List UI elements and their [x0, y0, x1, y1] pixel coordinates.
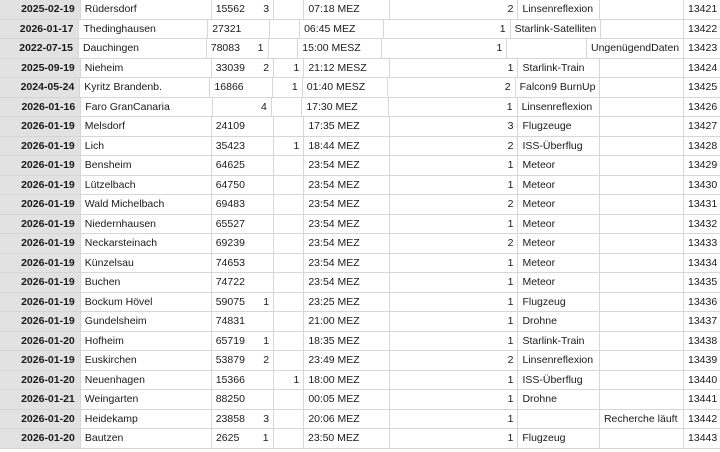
time-cell[interactable]: 23:54 MEZ [304, 156, 390, 175]
postal-code-cell[interactable]: 24109 [215, 120, 245, 132]
id-cell[interactable]: 13440 [688, 373, 718, 386]
note-cell[interactable] [600, 293, 684, 312]
date-cell[interactable]: 2026-01-19 [0, 156, 81, 175]
kind-cell[interactable]: Starlink-Train [518, 332, 599, 351]
time-cell[interactable]: 23:25 MEZ [304, 293, 390, 312]
id-cell[interactable]: 13433 [688, 237, 718, 249]
count-b-cell[interactable] [274, 273, 304, 292]
count-cell[interactable]: 1 [390, 156, 518, 175]
place-cell[interactable]: Heidekamp [81, 410, 212, 429]
id-cell[interactable]: 13437 [688, 315, 718, 327]
id-cell[interactable]: 13434 [688, 256, 718, 269]
time-cell[interactable]: 17:35 MEZ [304, 117, 390, 136]
kind-cell[interactable]: Meteor [518, 215, 599, 234]
time-cell[interactable]: 23:54 MEZ [304, 234, 390, 253]
note-cell[interactable] [600, 351, 684, 370]
postal-code-cell[interactable]: 74653 [215, 256, 245, 269]
table-row[interactable] [0, 39, 720, 59]
count-cell[interactable]: 2 [388, 78, 516, 97]
time-cell[interactable]: 20:06 MEZ [304, 410, 390, 429]
date-cell[interactable]: 2026-01-19 [0, 195, 81, 214]
count-a-cell[interactable] [244, 137, 274, 156]
count-b-cell[interactable] [274, 156, 304, 175]
table-row[interactable] [0, 117, 720, 137]
postal-code-cell[interactable]: 74831 [215, 315, 245, 327]
count-a-cell[interactable] [244, 234, 274, 253]
id-cell[interactable]: 13429 [688, 159, 718, 171]
postal-code-cell[interactable]: 64625 [215, 159, 245, 171]
count-a-cell[interactable]: 1 [244, 332, 274, 351]
place-cell[interactable]: Melsdorf [81, 117, 212, 136]
count-a-cell[interactable]: 1 [243, 429, 273, 448]
note-cell[interactable] [600, 234, 684, 253]
kind-cell[interactable]: Falcon9 BurnUp [516, 78, 601, 97]
id-cell[interactable]: 13435 [688, 276, 718, 288]
note-cell[interactable]: Recherche läuft [600, 410, 684, 429]
place-cell[interactable]: Neuenhagen [81, 371, 212, 390]
id-cell[interactable]: 13421 [688, 3, 718, 15]
date-cell[interactable]: 2022-07-15 [0, 39, 79, 58]
date-cell[interactable]: 2026-01-19 [0, 312, 81, 331]
date-cell[interactable]: 2026-01-17 [0, 20, 79, 39]
count-b-cell[interactable] [274, 234, 304, 253]
count-b-cell[interactable] [270, 20, 300, 39]
table-row[interactable] [0, 0, 720, 20]
count-cell[interactable]: 1 [390, 312, 518, 331]
count-b-cell[interactable] [274, 410, 304, 429]
count-a-cell[interactable] [244, 312, 274, 331]
place-cell[interactable]: Gundelsheim [81, 312, 212, 331]
kind-cell[interactable]: Meteor [518, 254, 599, 273]
table-row[interactable] [0, 410, 720, 430]
postal-code-cell[interactable]: 27321 [212, 22, 242, 35]
note-cell[interactable] [600, 332, 684, 351]
time-cell[interactable]: 21:00 MEZ [304, 312, 390, 331]
place-cell[interactable]: Nieheim [81, 59, 212, 78]
time-cell[interactable]: 06:45 MEZ [300, 20, 384, 39]
note-cell[interactable] [600, 273, 684, 292]
postal-code-cell[interactable]: 65719 [215, 334, 245, 347]
count-b-cell[interactable] [274, 0, 304, 19]
count-cell[interactable]: 1 [390, 390, 518, 409]
count-cell[interactable]: 2 [390, 234, 518, 253]
date-cell[interactable]: 2025-09-19 [0, 59, 81, 78]
postal-code-cell[interactable]: 64750 [215, 178, 245, 191]
note-cell[interactable] [600, 195, 684, 214]
kind-cell[interactable]: Meteor [518, 156, 599, 175]
id-cell[interactable]: 13423 [687, 42, 718, 54]
time-cell[interactable]: 23:54 MEZ [304, 273, 390, 292]
kind-cell[interactable]: Meteor [518, 176, 599, 195]
count-b-cell[interactable] [269, 39, 299, 58]
place-cell[interactable]: Euskirchen [81, 351, 212, 370]
count-b-cell[interactable] [274, 429, 304, 448]
count-cell[interactable]: 1 [390, 429, 519, 448]
kind-cell[interactable]: Drohne [518, 312, 599, 331]
count-b-cell[interactable] [274, 254, 304, 273]
date-cell[interactable]: 2026-01-19 [0, 273, 81, 292]
kind-cell[interactable]: Linsenreflexion [518, 0, 599, 19]
kind-cell[interactable]: Flugzeug [518, 429, 600, 448]
date-cell[interactable]: 2026-01-20 [0, 332, 81, 351]
count-cell[interactable]: 1 [384, 20, 510, 39]
kind-cell[interactable] [507, 39, 587, 58]
place-cell[interactable]: Hofheim [81, 332, 212, 351]
kind-cell[interactable]: Linsenreflexion [518, 351, 599, 370]
kind-cell[interactable]: Drohne [518, 390, 599, 409]
count-a-cell[interactable]: 3 [244, 410, 274, 429]
count-cell[interactable]: 2 [390, 0, 518, 19]
postal-code-cell[interactable]: 69483 [215, 198, 245, 210]
postal-code-cell[interactable]: 59075 [215, 295, 245, 308]
id-cell[interactable]: 13438 [688, 334, 718, 347]
time-cell[interactable]: 18:35 MEZ [304, 332, 390, 351]
kind-cell[interactable]: Meteor [518, 273, 599, 292]
id-cell[interactable]: 13430 [688, 178, 718, 191]
postal-code-cell[interactable]: 53879 [215, 354, 245, 366]
count-b-cell[interactable] [274, 117, 304, 136]
note-cell[interactable] [600, 176, 684, 195]
count-cell[interactable]: 1 [390, 215, 518, 234]
table-row[interactable] [0, 195, 720, 215]
note-cell[interactable] [600, 98, 684, 117]
note-cell[interactable] [600, 117, 684, 136]
place-cell[interactable]: Kyritz Brandenb. [80, 78, 210, 97]
place-cell[interactable]: Thedinghausen [79, 20, 208, 39]
postal-code-cell[interactable]: 74722 [215, 276, 245, 288]
note-cell[interactable] [600, 371, 684, 390]
place-cell[interactable]: Bensheim [81, 156, 212, 175]
count-a-cell[interactable] [244, 117, 274, 136]
id-cell[interactable]: 13439 [688, 354, 718, 366]
note-cell[interactable] [600, 59, 684, 78]
count-a-cell[interactable] [244, 371, 274, 390]
count-cell[interactable]: 2 [390, 137, 518, 156]
postal-code-cell[interactable]: 69239 [215, 237, 245, 249]
place-cell[interactable]: Wald Michelbach [81, 195, 212, 214]
kind-cell[interactable]: Starlink-Satelliten [511, 20, 602, 39]
place-cell[interactable]: Faro GranCanaria [81, 98, 213, 117]
count-a-cell[interactable] [240, 20, 270, 39]
kind-cell[interactable]: Meteor [518, 234, 599, 253]
place-cell[interactable]: Bockum Hövel [81, 293, 212, 312]
postal-code-cell[interactable]: 65527 [215, 217, 245, 230]
note-cell[interactable] [600, 156, 684, 175]
table-row[interactable] [0, 273, 720, 293]
time-cell[interactable]: 18:00 MEZ [304, 371, 390, 390]
note-cell[interactable] [600, 254, 684, 273]
date-cell[interactable]: 2026-01-19 [0, 176, 81, 195]
count-a-cell[interactable]: 4 [241, 98, 271, 117]
count-b-cell[interactable] [274, 351, 304, 370]
table-row[interactable] [0, 20, 720, 40]
date-cell[interactable]: 2026-01-19 [0, 351, 81, 370]
id-cell[interactable]: 13442 [688, 412, 718, 425]
kind-cell[interactable]: Linsenreflexion [518, 98, 600, 117]
kind-cell[interactable]: Meteor [518, 195, 599, 214]
count-cell[interactable]: 1 [390, 176, 518, 195]
count-cell[interactable]: 1 [390, 254, 518, 273]
note-cell[interactable] [600, 0, 684, 19]
count-a-cell[interactable] [244, 156, 274, 175]
table-row[interactable] [0, 176, 720, 196]
date-cell[interactable]: 2026-01-20 [0, 429, 81, 448]
count-a-cell[interactable] [244, 215, 274, 234]
count-a-cell[interactable]: 1 [244, 293, 274, 312]
postal-code-cell[interactable]: 15562 [215, 3, 245, 15]
table-row[interactable] [0, 332, 720, 352]
id-cell[interactable]: 13427 [688, 120, 718, 132]
count-a-cell[interactable]: 2 [244, 351, 274, 370]
count-b-cell[interactable]: 1 [273, 78, 303, 97]
date-cell[interactable]: 2026-01-19 [0, 137, 81, 156]
table-row[interactable] [0, 59, 720, 79]
place-cell[interactable]: Lich [81, 137, 212, 156]
date-cell[interactable]: 2026-01-20 [0, 371, 81, 390]
table-row[interactable] [0, 429, 720, 449]
kind-cell[interactable]: ISS-Überflug [518, 371, 599, 390]
id-cell[interactable]: 13428 [688, 139, 718, 152]
count-b-cell[interactable] [274, 176, 304, 195]
count-a-cell[interactable] [244, 390, 274, 409]
time-cell[interactable]: 23:54 MEZ [304, 195, 390, 214]
count-b-cell[interactable] [274, 390, 304, 409]
date-cell[interactable]: 2025-02-19 [0, 0, 81, 19]
time-cell[interactable]: 00:05 MEZ [304, 390, 390, 409]
kind-cell[interactable]: Flugzeuge [518, 117, 599, 136]
count-a-cell[interactable]: 3 [244, 0, 274, 19]
time-cell[interactable]: 18:44 MEZ [304, 137, 390, 156]
count-cell[interactable]: 3 [390, 117, 518, 136]
count-cell[interactable]: 1 [390, 293, 518, 312]
table-row[interactable] [0, 215, 720, 235]
place-cell[interactable]: Weingarten [81, 390, 212, 409]
id-cell[interactable]: 13424 [688, 61, 718, 74]
table-row[interactable] [0, 137, 720, 157]
postal-code-cell[interactable]: 15366 [215, 373, 245, 386]
postal-code-cell[interactable] [213, 98, 242, 117]
count-a-cell[interactable]: 1 [239, 39, 269, 58]
postal-code-cell[interactable]: 23858 [215, 412, 245, 425]
table-row[interactable] [0, 293, 720, 313]
place-cell[interactable]: Neckarsteinach [81, 234, 212, 253]
count-b-cell[interactable]: 1 [274, 59, 304, 78]
count-a-cell[interactable] [242, 78, 272, 97]
time-cell[interactable]: 15:00 MESZ [298, 39, 382, 58]
count-b-cell[interactable]: 1 [274, 137, 304, 156]
count-cell[interactable]: 1 [390, 59, 518, 78]
kind-cell[interactable]: Starlink-Train [518, 59, 599, 78]
postal-code-cell[interactable]: 78083 [210, 42, 240, 54]
id-cell[interactable]: 13422 [688, 22, 718, 35]
place-cell[interactable]: Künzelsau [81, 254, 212, 273]
table-row[interactable] [0, 156, 720, 176]
date-cell[interactable]: 2026-01-19 [0, 234, 81, 253]
place-cell[interactable]: Bautzen [81, 429, 212, 448]
count-cell[interactable]: 2 [390, 351, 518, 370]
note-cell[interactable] [601, 20, 684, 39]
date-cell[interactable]: 2026-01-19 [0, 215, 81, 234]
count-cell[interactable]: 1 [390, 273, 518, 292]
time-cell[interactable]: 23:54 MEZ [304, 215, 390, 234]
table-row[interactable] [0, 351, 720, 371]
count-a-cell[interactable] [244, 254, 274, 273]
note-cell[interactable] [600, 215, 684, 234]
count-b-cell[interactable]: 1 [274, 371, 304, 390]
time-cell[interactable]: 23:54 MEZ [304, 176, 390, 195]
count-b-cell[interactable] [274, 215, 304, 234]
count-cell[interactable]: 1 [390, 332, 518, 351]
kind-cell[interactable] [518, 410, 599, 429]
count-a-cell[interactable] [244, 195, 274, 214]
postal-code-cell[interactable]: 35423 [215, 139, 245, 152]
id-cell[interactable]: 13426 [687, 100, 718, 113]
count-b-cell[interactable] [274, 332, 304, 351]
count-b-cell[interactable] [274, 312, 304, 331]
place-cell[interactable]: Dauchingen [79, 39, 207, 58]
id-cell[interactable]: 13443 [688, 432, 718, 444]
table-row[interactable] [0, 371, 720, 391]
date-cell[interactable]: 2024-05-24 [0, 78, 80, 97]
time-cell[interactable]: 23:50 MEZ [304, 429, 390, 448]
table-row[interactable] [0, 254, 720, 274]
note-cell[interactable] [600, 78, 684, 97]
postal-code-cell[interactable]: 88250 [215, 393, 245, 405]
time-cell[interactable]: 01:40 MESZ [303, 78, 388, 97]
date-cell[interactable]: 2026-01-19 [0, 293, 81, 312]
place-cell[interactable]: Niedernhausen [81, 215, 212, 234]
place-cell[interactable]: Lützelbach [81, 176, 212, 195]
count-cell[interactable]: 2 [390, 195, 518, 214]
count-b-cell[interactable] [274, 293, 304, 312]
id-cell[interactable]: 13432 [688, 217, 718, 230]
count-b-cell[interactable] [274, 195, 304, 214]
count-cell[interactable]: 1 [390, 410, 518, 429]
time-cell[interactable]: 07:18 MEZ [304, 0, 390, 19]
date-cell[interactable]: 2026-01-19 [0, 254, 81, 273]
count-cell[interactable]: 1 [390, 371, 518, 390]
kind-cell[interactable]: Flugzeug [518, 293, 599, 312]
note-cell[interactable] [600, 137, 684, 156]
time-cell[interactable]: 21:12 MESZ [304, 59, 390, 78]
id-cell[interactable]: 13425 [687, 81, 718, 93]
count-b-cell[interactable] [272, 98, 302, 117]
postal-code-cell[interactable]: 2625 [215, 432, 240, 444]
time-cell[interactable]: 23:49 MEZ [304, 351, 390, 370]
table-row[interactable] [0, 390, 720, 410]
date-cell[interactable]: 2026-01-19 [0, 117, 81, 136]
id-cell[interactable]: 13441 [688, 393, 718, 405]
place-cell[interactable]: Rüdersdorf [81, 0, 212, 19]
kind-cell[interactable]: ISS-Überflug [518, 137, 599, 156]
postal-code-cell[interactable]: 16866 [214, 81, 244, 93]
note-cell[interactable]: UngenügendDaten [587, 39, 684, 58]
count-a-cell[interactable]: 2 [244, 59, 274, 78]
postal-code-cell[interactable]: 33039 [215, 61, 245, 74]
id-cell[interactable]: 13431 [688, 198, 718, 210]
date-cell[interactable]: 2026-01-16 [0, 98, 81, 117]
date-cell[interactable]: 2026-01-20 [0, 410, 81, 429]
table-row[interactable] [0, 78, 720, 98]
note-cell[interactable] [600, 312, 684, 331]
table-row[interactable] [0, 98, 720, 118]
time-cell[interactable]: 17:30 MEZ [302, 98, 388, 117]
time-cell[interactable]: 23:54 MEZ [304, 254, 390, 273]
table-row[interactable] [0, 234, 720, 254]
table-row[interactable] [0, 312, 720, 332]
count-a-cell[interactable] [244, 273, 274, 292]
date-cell[interactable]: 2026-01-21 [0, 390, 81, 409]
place-cell[interactable]: Buchen [81, 273, 212, 292]
count-a-cell[interactable] [244, 176, 274, 195]
note-cell[interactable] [600, 429, 684, 448]
count-cell[interactable]: 1 [389, 98, 518, 117]
note-cell[interactable] [600, 390, 684, 409]
id-cell[interactable]: 13436 [688, 295, 718, 308]
count-cell[interactable]: 1 [382, 39, 507, 58]
